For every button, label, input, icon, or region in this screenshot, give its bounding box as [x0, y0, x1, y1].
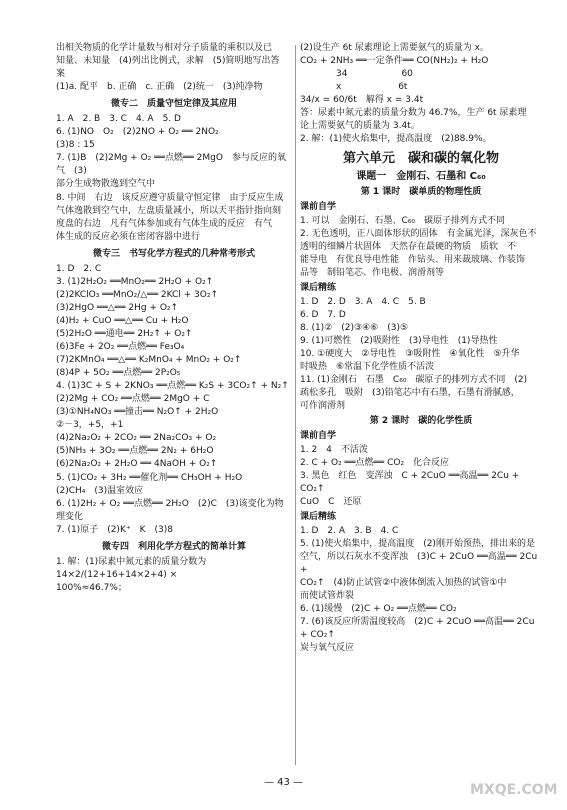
right-answer-line: 能导电 有优良导电性能 作钻头、用来裁玻璃、作装饰	[300, 254, 526, 265]
right-answer-line: 2. 无色透明，正八面体形状的固体 有金属光泽，深灰色不	[300, 228, 537, 239]
right-answer-line: 11. (1)金刚石 石墨 C₆₀ 碳原子的排列方式不同 (2)	[300, 375, 528, 386]
left-answer-line: 3. (1)2H₂O₂ ══MnO₂══ 2H₂O + O₂↑	[56, 276, 214, 287]
left-column	[56, 42, 292, 770]
right-answer-line: 34 60	[300, 69, 413, 80]
left-answer-line: 5. (1)CO₂ + 3H₂ ══催化剂══ CH₃OH + H₂O	[56, 472, 243, 483]
left-answer-line: (6)2Na₂O₂ + 2H₂O ══ 4NaOH + O₂↑	[56, 459, 218, 470]
left-answer-line: 出相关物质的化学计量数与相对分子质量的乘积以及已	[56, 43, 273, 53]
right-answer-line: 可作润滑剂	[300, 401, 346, 412]
right-answer-line: 空气，所以石灰水不变浑浊 (3)C + 2CuO ══高温══ 2Cu +	[300, 551, 541, 576]
left-answer-line: 1. D 2. C	[56, 263, 102, 274]
right-answer-line: 1. 2 4 不活泼	[300, 444, 368, 455]
right-answer-line: 品等 制铅笔芯、作电极、润滑剂等	[300, 268, 445, 278]
right-answer-line: 10. ①硬度大 ②导电性 ③吸附性 ④氧化性 ⑤升华	[300, 349, 520, 360]
right-subsection-heading: 课后精练	[300, 511, 337, 522]
right-lesson-title: 课题一 金刚石、石墨和 C₆₀	[356, 171, 486, 183]
left-answer-line: (1)a. 配平 b. 正确 c. 正确 (2)统一 (3)纯净物	[56, 82, 263, 93]
right-answer-line: 6. (1)缓慢 (2)C + O₂ ══点燃══ CO₂	[300, 604, 457, 615]
left-answer-line: (4)H₂ + CuO ══△══ Cu + H₂O	[56, 315, 189, 326]
right-answer-line: (2)设生产 6t 尿素理论上需要氨气的质量为 x。	[300, 43, 489, 53]
left-answer-line: 7. (1)B (2)2Mg + O₂ ══点燃══ 2MgO 参与反应的氧气 (3)	[56, 153, 286, 177]
left-answer-line: (3)①NH₄NO₃ ══撞击══ N₂O↑ + 2H₂O	[56, 407, 219, 418]
right-answer-line: 34/x = 60/6t 解得 x = 3.4t	[300, 95, 424, 106]
left-answer-line: (3)8 : 15	[56, 140, 95, 151]
left-answer-line: 6. (1)2H₂ + O₂ ══点燃══ 2H₂O (2)C (3)该变化为物理变化	[56, 498, 284, 522]
left-answer-line: 知量、未知量 (4)列出比例式，求解 (5)简明地写出答	[56, 56, 280, 67]
page-number: — 43 —	[263, 777, 304, 788]
right-answer-line: CO₂ + 2NH₃ ══一定条件══ CO(NH₂)₂ + H₂O	[300, 56, 489, 67]
left-answer-line: (4)2Na₂O₂ + 2CO₂ ══ 2Na₂CO₃ + O₂	[56, 433, 217, 444]
right-answer-line: 而使试管炸裂	[300, 591, 355, 602]
left-answer-line: 度盘的右边 凡有气体参加或有气体生成的反应 有气	[56, 218, 273, 229]
left-answer-line: 6. (1)NO O₂ (2)2NO + O₂ ══ 2NO₂	[56, 127, 219, 138]
left-answer-line: 4. (1)3C + S + 2KNO₃ ══点燃══ K₂S + 3CO₂↑ + N₂↑	[56, 381, 289, 392]
right-answer-line: CuO C 还原	[300, 496, 362, 507]
right-answer-line: 1. D 2. A 3. B 4. C	[300, 525, 399, 536]
right-answer-line: 答：尿素中氮元素的质量分数为 46.7%，生产 6t 尿素理	[300, 108, 527, 119]
left-answer-line: (7)2KMnO₄ ══△══ K₂MnO₄ + MnO₂ + O₂↑	[56, 355, 242, 366]
right-answer-line: 5. (1)使火焰集中，提高温度 (2)刚开始预热，排出来的是	[300, 538, 535, 549]
left-section-heading: 微专三 书写化学方程式的几种常考形式	[92, 248, 255, 259]
left-answer-line: 7. (1)原子 (2)K⁺ K (3)8	[56, 524, 173, 535]
left-answer-line: 100%≈46.7%；	[56, 582, 127, 593]
left-answer-line: 案	[56, 69, 66, 80]
left-section-heading: 微专二 质量守恒定律及其应用	[110, 99, 237, 110]
left-answer-line: (5)2H₂O ══通电══ 2H₂↑ + O₂↑	[56, 328, 193, 339]
right-subsection-heading: 课前自学	[300, 430, 337, 441]
right-answer-line: 疏松多孔 吸附 (3)铅笔芯中有石墨，石墨有滑腻感，	[300, 388, 520, 399]
right-answer-line: 3. 黑色 红色 变浑浊 C + 2CuO ══高温══ 2Cu + CO₂↑	[300, 470, 523, 494]
right-answer-line: 7. (6)该反应所需温度较高 (2)C + 2CuO ══高温══ 2Cu + CO₂↑	[300, 617, 538, 641]
right-unit-title: 第六单元 碳和碳的氧化物	[342, 151, 499, 167]
right-answer-line: 论上需要氨气的质量为 3.4t。	[300, 121, 420, 132]
left-answer-line: (2)2Mg + CO₂ ══点燃══ 2MgO + C	[56, 394, 210, 405]
left-answer-line: (2)CH₄ (3)温室效应	[56, 485, 144, 496]
right-answer-line: 2. C + O₂ ══点燃══ CO₂ 化合反应	[300, 457, 450, 468]
left-answer-line: (5)NH₃ + 3O₂ ══点燃══ 2N₂ + 6H₂O	[56, 446, 214, 457]
right-answer-line: 1. D 2. D 3. A 4. C 5. B	[300, 297, 426, 308]
column-divider	[295, 45, 296, 765]
right-period-title: 第 1 课时 碳单质的物理性质	[360, 186, 482, 197]
right-answer-line: x 6t	[300, 82, 408, 93]
left-answer-line: 气体逸散到空气中，左盘质量减小，所以天平指针指向刻	[56, 205, 282, 216]
left-section-heading: 微专四 利用化学方程式的简单计算	[101, 541, 246, 552]
right-subsection-heading: 课前自学	[300, 201, 337, 212]
right-period-title: 第 2 课时 碳的化学性质	[369, 415, 473, 426]
right-answer-line: 2. 解：(1)使火焰集中，提高温度 (2)88.9%。	[300, 134, 492, 145]
left-answer-line: (6)3Fe + 2O₂ ══点燃══ Fe₃O₄	[56, 342, 185, 353]
left-answer-line: 8. 中间 右边 该反应遵守质量守恒定律 由于反应生成	[56, 192, 284, 203]
right-subsection-heading: 课后精练	[300, 283, 337, 294]
right-answer-line: 8. (1)② (2)③④⑥ (3)⑤	[300, 323, 409, 334]
right-answer-line: 9. (1)可燃性 (2)吸附性 (3)导电性 (1)导热性	[300, 336, 498, 347]
left-answer-line: 1. 解：(1)尿素中氮元素的质量分数为 14×2/(12+16+14×2+4) ×	[56, 556, 210, 580]
site-watermark: MXQE.COM	[470, 782, 558, 798]
left-answer-line: (2)2KClO₃ ══MnO₂/△══ 2KCl + 3O₂↑	[56, 289, 219, 300]
left-answer-line: (8)4P + 5O₂ ══点燃══ 2P₂O₅	[56, 368, 181, 379]
right-answer-line: CO₂↑ (4)防止试管②中液体倒流入加热的试管①中	[300, 578, 507, 589]
left-answer-line: (3)2HgO ══△══ 2Hg + O₂↑	[56, 302, 179, 313]
right-answer-line: 炭与氧气反应	[300, 643, 355, 654]
right-answer-line: 时吸热 ⑥常温下化学性质不活泼	[300, 362, 435, 373]
right-answer-line: 6. D 7. D	[300, 310, 346, 321]
right-column	[300, 42, 542, 770]
left-answer-line: 体生成的反应必须在密闭容器中进行	[56, 231, 201, 242]
right-answer-line: 透明的细鳞片状固体 天然存在最硬的物质 质软 不	[300, 241, 517, 252]
left-answer-line: ②－3，+5，+1	[56, 420, 124, 431]
left-answer-line: 1. A 2. B 3. C 4. A 5. D	[56, 114, 181, 125]
left-answer-line: 部分生成物散逸到空气中	[56, 179, 156, 190]
right-answer-line: 1. 可以 金刚石、石墨、C₆₀ 碳原子排列方式不同	[300, 215, 505, 226]
